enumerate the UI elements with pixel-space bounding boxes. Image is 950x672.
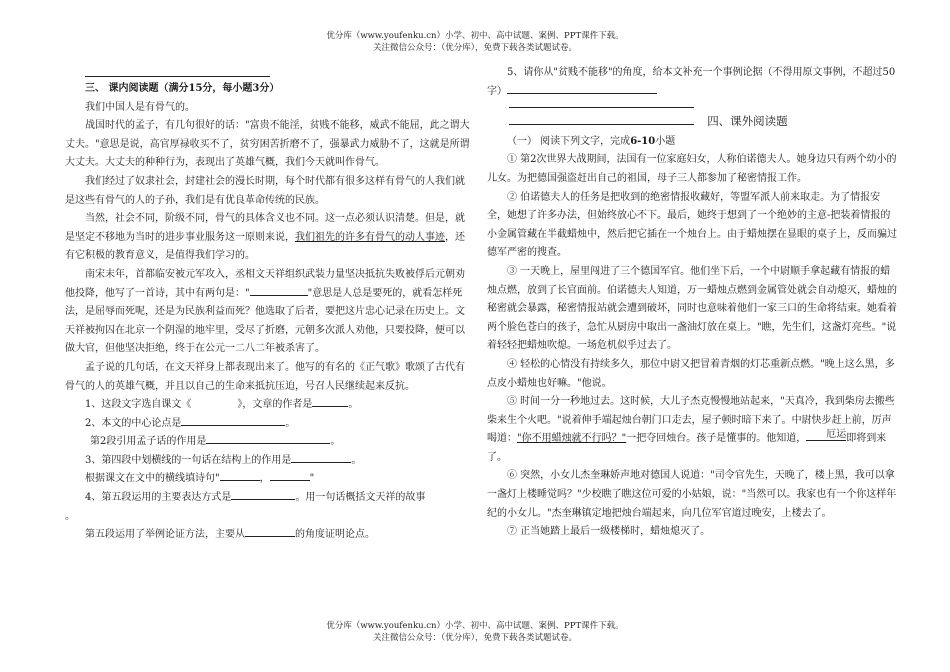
evidence-answer-line[interactable] [509,107,694,108]
passage-paragraph-6: 孟子说的几句话，在文天祥身上都表现出来了。他写的有名的《正气歌》歌颂了古代有骨气的人的英雄气概，并且以自己的生命来抵抗压迫，号召人民继续起来反抗。 [65,361,465,392]
poem-line-2-blank[interactable] [270,470,310,481]
reading-paragraph-1: ① 第2次世界大战期间，法国有一位家庭妇女，人称伯诺德夫人。她身边只有两个幼小的儿女。为把德国强盗赶出自己的祖国，母子三人都参加了秘密情报工作。 [487,154,897,184]
footer-line-1: 优分库（www.youfenku.cn）小学、初中、高中试题、案例、PPT课件下载。 [326,621,624,631]
question-2b: 第2段引用孟子话的作用是 。 [65,433,471,452]
reading-paragraph-7: ⑦ 正当她踏上最后一级楼梯时，蜡烛熄灭了。 [507,526,711,538]
reading-paragraph-2: ② 伯诺德夫人的任务是把收到的绝密情报收藏好，等盟军派人前来取走。为了情报安全，她想了许多办法，但始终放心不下。最后，她终于想到了一个绝妙的主意-把装着情报的小金属管藏在半截蜡烛中，然后把它插在一个烛台上。由于蜡烛摆在显眼的桌子上，反而骗过德军严密的搜查。 [487,191,897,259]
quote-function-blank[interactable] [206,433,330,444]
structure-function-blank[interactable] [291,452,351,463]
page-header [0,30,950,54]
section-4-title-row [487,112,899,133]
question-4: 4、第五段运用的主要表达方式是 。用一句话概括文天祥的故事 [65,489,471,508]
reading-paragraph-5: ⑤ 时间一分一秒地过去。这时候，大儿子杰克慢慢地站起来，"天真冷，我到柴房去搬些柴来生个火吧。"说着伸手端起烛台朝门口走去，屋子顿时暗下来了。中尉快步赶上前，厉声喝道："你不用蜡烛就不行吗？"一把夺回烛台。孩子是懂事的。他知道， 厄运即将到来了。 [487,396,895,463]
question-4b: 第五段运用了举例论证方法，主要从 的角度证明论点。 [65,526,471,545]
central-argument-blank[interactable] [181,415,285,426]
underlined-sentence: 我们祖先的许多有骨气的动人事迹 [295,231,445,243]
reading-paragraph-6: ⑥ 突然，小女儿杰奎琳娇声地对德国人说道："司令官先生，天晚了，楼上黑，我可以拿一盏灯上楼睡觉吗？"少校瞧了瞧这位可爱的小姑娘，说："当然可以。我家也有一个你这样年纪的小女儿。"杰奎琳镇定地把烛台端起来，向几位军官道过晚安，上楼去了。 [487,470,897,519]
poem-line-1-blank[interactable] [220,470,260,481]
footer-line-2: 关注微信公众号：（优分库），免费下载各类试题试卷。 [372,633,577,643]
expression-mode-blank[interactable] [231,489,295,500]
evidence-blank[interactable] [507,83,657,94]
header-line-1: 优分库（www.youfenku.cn）小学、初中、高中试题、案例、PPT课件下载。 [326,31,624,41]
reading-paragraph-3: ③ 一天晚上，屋里闯进了三个德国军官。他们坐下后，一个中尉顺手拿起藏有情报的蜡烛点燃，放到了长官面前。伯诺德夫人知道，万一蜡烛点燃到金属管处就会自动熄灭，蜡烛的秘密就会暴露，秘密情报站就会遭到破坏，同时也意味着他们一家三口的生命将结束。她看着两个脸色苍白的孩子，急忙从厨房中取出一盏油灯放在桌上。"瞧，先生们，这盏灯亮些。"说着轻轻把蜡烛吹熄。一场危机似乎过去了。 [487,265,897,352]
marked-word: 厄运 [806,430,846,441]
question-3b: 根据课文在文中的横线填诗句" ， " [65,470,471,489]
question-5: 5、请你从"贫贱不能移"的角度，给本文补充一个事例论据（不得用原文事例，不超过50字） [487,67,896,97]
section-3-title: 三、 课内阅读题（满分15分，每小题3分） [85,83,280,94]
passage-paragraph-3: 我们经过了奴隶社会，封建社会的漫长时期，每个时代都有很多这样有骨气的人我们就是这些有骨气的人的子孙，我们是有优良革命传统的民族。 [65,175,465,206]
section-4-title: 四、课外阅读题 [707,114,788,129]
argument-angle-blank[interactable] [245,526,295,537]
passage-paragraph-5: 南宋末年，首都临安被元军攻入，丞相文天祥组织武装力量坚决抵抗失败被俘后元朝劝他投降，他写了一首诗，其中有两句是：" "意思是人总是要死的，就看怎样死法，是屈辱而死呢，还是为民族利益而死？他选取了后者，要把这片忠心记录在历史上。文天祥被拘囚在北京一个阴湿的地牢里，受尽了折磨，元朝多次派人劝他，只要投降，便可以做大官，但他坚决拒绝，终于在公元一二八二年被杀害了。 [65,268,465,355]
passage-paragraph-2: 战国时代的孟子，有几句很好的话："富贵不能淫，贫贱不能移，威武不能屈，此之谓大丈夫。"意思是说，高官厚禄收买不了，贫穷困苦折磨不了，强暴武力威胁不了，这就是所谓大丈夫。大丈夫的种种行为，表现出了英雄气概，我们今天就叫作骨气。 [65,120,470,169]
right-column [487,64,899,542]
left-column [65,64,471,545]
header-line-2: 关注微信公众号：（优分库），免费下载各类试题试卷。 [372,43,577,53]
reading-paragraph-4: ④ 轻松的心情没有持续多久，那位中尉又把冒着青烟的灯芯重新点燃。"晚上这么黑，多点皮小蜡烛也好嘛。"他说。 [487,358,895,389]
author-blank[interactable] [312,396,348,407]
page-footer [0,620,950,644]
answer-line [85,64,270,77]
passage-paragraph-4: 当然，社会不同，阶级不同，骨气的具体含义也不同。这一点必须认识清楚。但是，就是坚定不移地为当时的进步事业服务这一原则来说，我们祖先的许多有骨气的动人事迹，还有它积极的教育意义，是值得我们学习的。 [65,213,465,262]
poem-blank[interactable] [250,285,308,296]
question-1: 1、这段文字选自课文《 》，文章的作者是 。 [65,396,471,415]
subsection-title: （一） 阅读下列文字，完成6-10小题 [507,135,676,147]
question-3: 3、第四段中划横线的一句话在结构上的作用是 。 [65,452,471,471]
question-2: 2、本文的中心论点是 。 [65,415,471,434]
section-4-rule [509,114,694,125]
passage-paragraph-1: 我们中国人是有骨气的。 [85,101,195,113]
underlined-quote: "你不用蜡烛就不行吗？" [517,433,627,445]
question-4-tail: 。 [65,510,75,522]
